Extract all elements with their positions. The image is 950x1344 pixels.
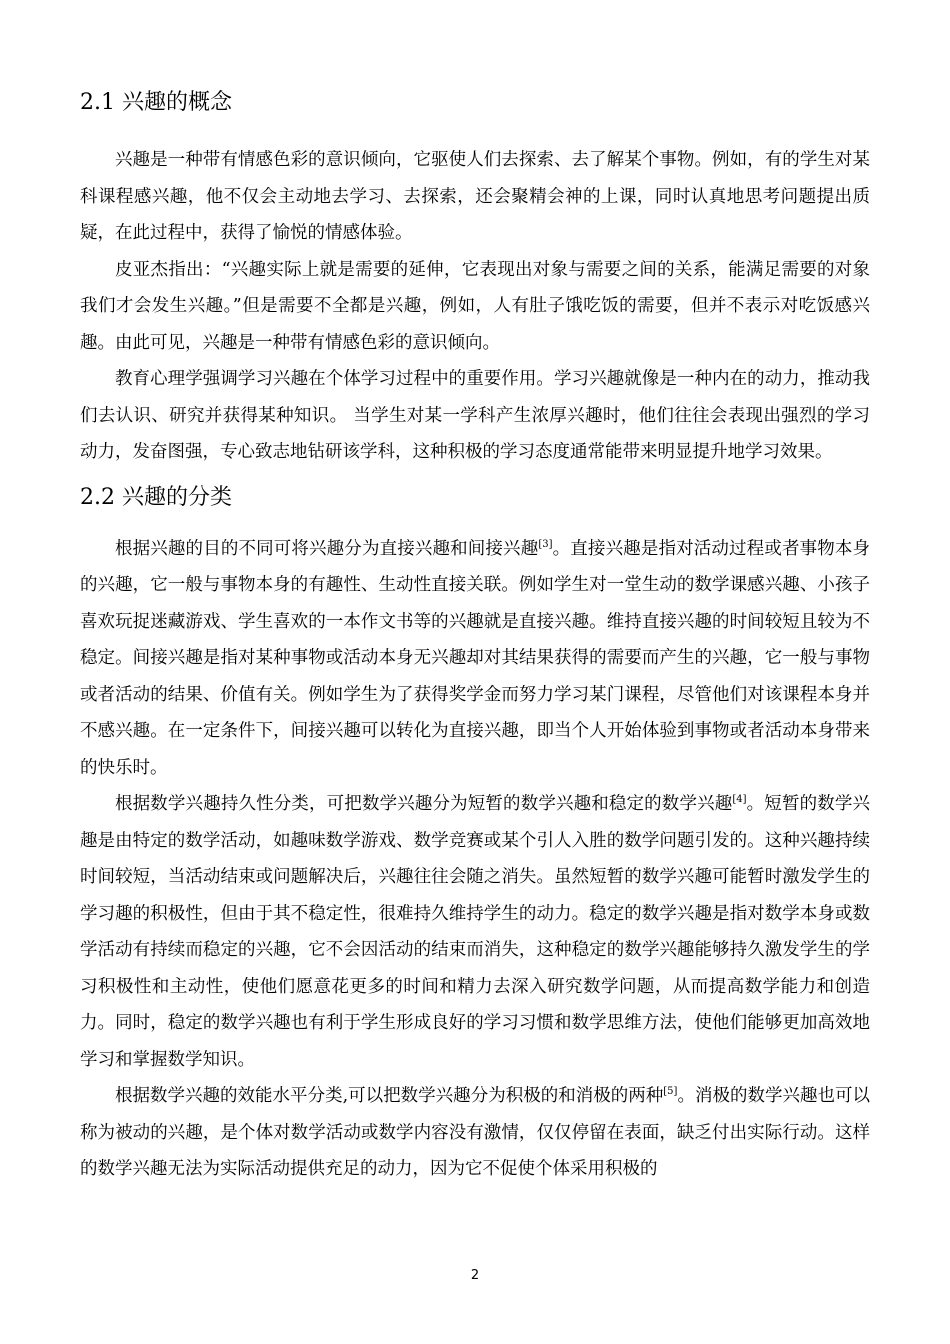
page-content <box>80 86 870 1188</box>
paragraph-text: 。消极的数学兴趣也可以称为被动的兴趣，是个体对数学活动或数学内容没有激情，仅仅停留在表面，缺乏付出实际行动。这样的数学兴趣无法为实际活动提供充足的动力，因为它不促使个体采用积极的 <box>80 1086 871 1179</box>
paragraph-direct-indirect-interest <box>80 531 870 787</box>
section-heading-2-2: 2.2 兴趣的分类 <box>80 484 232 510</box>
paragraph-text: 根据兴趣的目的不同可将兴趣分为直接兴趣和间接兴趣 <box>115 538 539 559</box>
paragraph-interest-definition: 兴趣是一种带有情感色彩的意识倾向，它驱使人们去探索、去了解某个事物。例如，有的学生对某科课程感兴趣，他不仅会主动地去学习、去探索，还会聚精会神的上课，同时认真地思考问题提出质疑，在此过程中，获得了愉悦的情感体验。 <box>80 150 870 243</box>
paragraph-text: 根据数学兴趣持久性分类，可把数学兴趣分为短暂的数学兴趣和稳定的数学兴趣 <box>115 794 733 814</box>
paragraph-persistence-classification <box>80 786 870 1078</box>
citation-ref-3: [3] <box>538 538 553 550</box>
paragraph-piaget-quote: 皮亚杰指出：“兴趣实际上就是需要的延伸，它表现出对象与需要之间的关系，能满足需要的对象我们才会发生兴趣。”但是需要不全都是兴趣，例如，人有肚子饿吃饭的需要，但并不表示对吃饭感兴趣。由此可见，兴趣是一种带有情感色彩的意识倾向。 <box>80 259 870 353</box>
citation-ref-4: [4] <box>732 794 747 806</box>
paragraph-text: 根据数学兴趣的效能水平分类,可以把数学兴趣分为积极的和消极的两种 <box>115 1086 664 1106</box>
paragraph-text: 。直接兴趣是指对活动过程或者事物本身的兴趣，它一般与事物本身的有趣性、生动性直接关联。例如学生对一堂生动的数学课感兴趣、小孩子喜欢玩捉迷藏游戏、学生喜欢的一本作文书等的兴趣就是直接兴趣。维持直接兴趣的时间较短且较为不稳定。间接兴趣是指对某种事物或活动本身无兴趣却对其结果获得的需要而产生的兴趣，它一般与事物或者活动的结果、价值有关。例如学生为了获得奖学金而努力学习某门课程，尽管他们对该课程本身并不感兴趣。在一定条件下，间接兴趣可以转化为直接兴趣，即当个人开始体验到事物或者活动本身带来的快乐时。 <box>80 538 871 778</box>
paragraph-educational-psychology: 教育心理学强调学习兴趣在个体学习过程中的重要作用。学习兴趣就像是一种内在的动力，推动我们去认识、研究并获得某种知识。 当学生对某一学科产生浓厚兴趣时，他们往往会表现出强烈的学习动力，发奋图强，专心致志地钻研该学科，这种积极的学习态度通常能带来明显提升地学习效果。 <box>80 369 870 462</box>
citation-ref-5: [5] <box>663 1086 678 1098</box>
paragraph-efficacy-classification <box>80 1078 870 1188</box>
paragraph-text: 。短暂的数学兴趣是由特定的数学活动，如趣味数学游戏、数学竞赛或某个引人入胜的数学问题引发的。这种兴趣持续时间较短，当活动结束或问题解决后，兴趣往往会随之消失。虽然短暂的数学兴趣可能暂时激发学生的学习趣的积极性，但由于其不稳定性，很难持久维持学生的动力。稳定的数学兴趣是指对数学本身或数学活动有持续而稳定的兴趣，它不会因活动的结束而消失，这种稳定的数学兴趣能够持久激发学生的学习积极性和主动性，使他们愿意花更多的时间和精力去深入研究数学问题，从而提高数学能力和创造力。同时，稳定的数学兴趣也有利于学生形成良好的学习习惯和数学思维方法，使他们能够更加高效地学习和掌握数学知识。 <box>80 794 871 1070</box>
section-heading-2-1: 2.1 兴趣的概念 <box>80 90 232 115</box>
page-number: 2 <box>470 1268 480 1283</box>
